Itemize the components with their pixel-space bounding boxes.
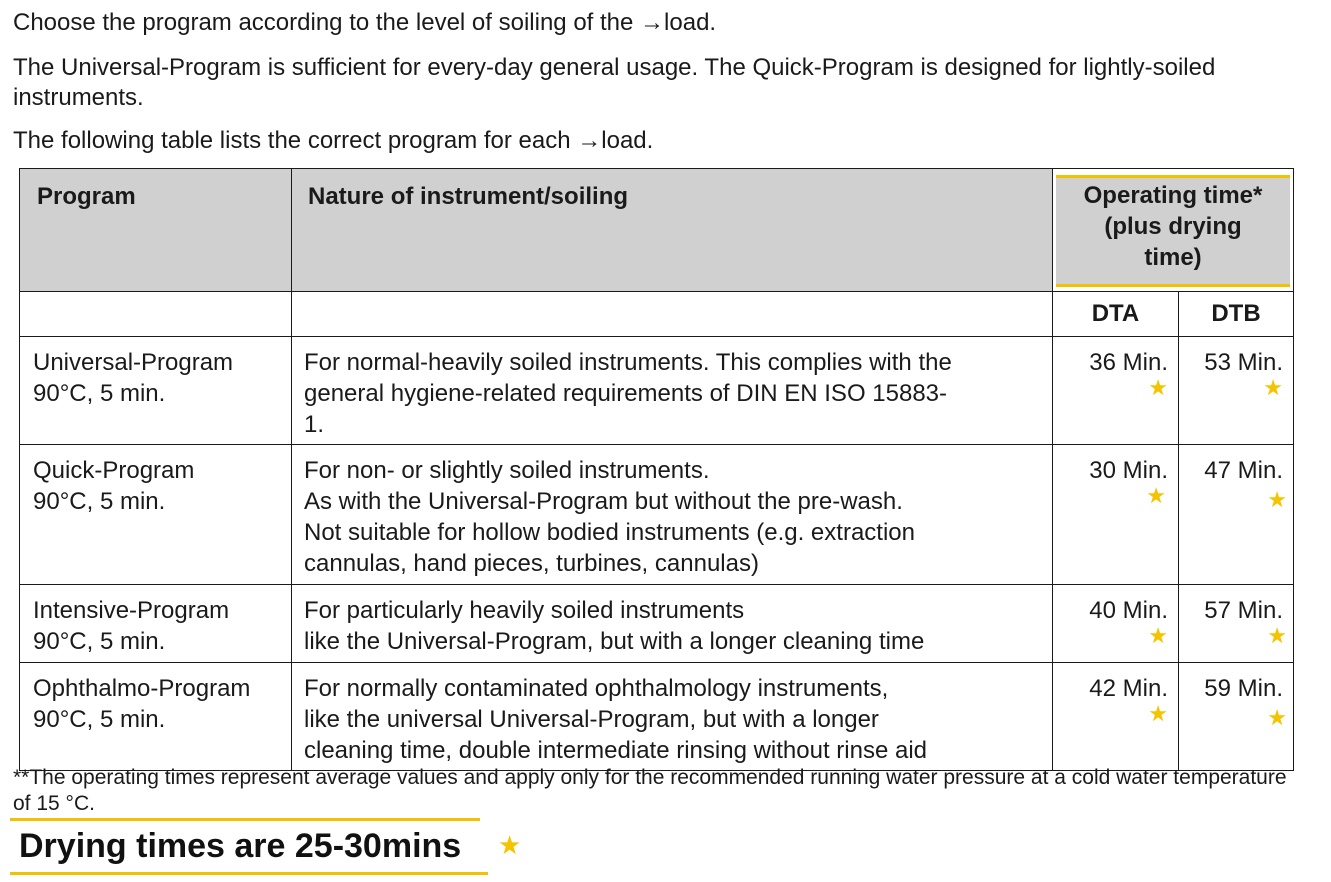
program-table (19, 168, 1294, 771)
header-optime-line-2: (plus drying (1104, 213, 1242, 240)
drying-times-text: Drying times are 25-30mins (19, 827, 462, 865)
nature-cell (292, 663, 1053, 771)
header-dta: DTA (1053, 292, 1179, 337)
program-cell (20, 585, 292, 663)
star-icon: ★ (1267, 705, 1287, 730)
program-spec: 90°C, 5 min. (33, 706, 166, 733)
nature-line: cannulas, hand pieces, turbines, cannulas) (304, 550, 759, 577)
star-icon: ★ (1146, 483, 1166, 508)
star-icon: ★ (1148, 375, 1168, 400)
nature-cell (292, 337, 1053, 445)
dta-value: 42 Min. (1089, 675, 1168, 702)
star-icon: ★ (1267, 487, 1287, 512)
footnote: **The operating times represent average values and apply only for the recommended running water pressure at a cold water temperature of 15 °C. (13, 766, 1287, 815)
intro-line-1: Choose the program according to the level of soiling of the →load. (13, 9, 717, 36)
dtb-value: 53 Min. (1204, 349, 1283, 376)
dta-value: 36 Min. (1089, 349, 1168, 376)
nature-line: As with the Universal-Program but without the pre-wash. (304, 488, 903, 515)
program-spec: 90°C, 5 min. (33, 488, 166, 515)
table-row (20, 337, 1294, 445)
highlight-line-top (10, 818, 480, 821)
nature-line: like the Universal-Program, but with a longer cleaning time (304, 628, 925, 655)
star-icon: ★ (1148, 623, 1168, 648)
nature-line: 1. (304, 411, 325, 438)
table-header-row (20, 169, 1294, 292)
program-cell (20, 337, 292, 445)
star-icon: ★ (1263, 375, 1283, 400)
operating-time-highlight (1056, 175, 1290, 287)
nature-line: cleaning time, double intermediate rinsing without rinse aid (304, 737, 928, 764)
dta-cell (1053, 585, 1179, 663)
subheader-empty-nature (292, 292, 1053, 337)
program-cell (20, 445, 292, 585)
program-name: Quick-Program (33, 457, 195, 484)
nature-line: general hygiene-related requirements of DIN EN ISO 15883- (304, 380, 948, 407)
header-dtb: DTB (1179, 292, 1294, 337)
nature-line: like the universal Universal-Program, but with a longer (304, 706, 879, 733)
program-name: Ophthalmo-Program (33, 675, 251, 702)
program-cell (20, 663, 292, 771)
dtb-cell (1179, 585, 1294, 663)
program-name: Intensive-Program (33, 597, 230, 624)
program-name: Universal-Program (33, 349, 234, 376)
subheader-empty-program (20, 292, 292, 337)
intro-line-2: The Universal-Program is sufficient for every-day general usage. The Quick-Program is designed for lightly-soiled instruments. (13, 54, 1216, 111)
dta-value: 40 Min. (1089, 597, 1168, 624)
table-row (20, 663, 1294, 771)
nature-line: For particularly heavily soiled instruments (304, 597, 745, 624)
nature-line: For normal-heavily soiled instruments. This complies with the (304, 349, 952, 376)
header-optime-line-1: Operating time* (1083, 182, 1263, 209)
star-icon: ★ (1148, 701, 1168, 726)
dtb-value: 47 Min. (1204, 457, 1283, 484)
nature-line: Not suitable for hollow bodied instruments (e.g. extraction (304, 519, 915, 546)
table-row (20, 445, 1294, 585)
header-operating-time (1053, 169, 1294, 292)
dtb-cell (1179, 337, 1294, 445)
dtb-value: 59 Min. (1204, 675, 1283, 702)
dta-cell (1053, 445, 1179, 585)
dta-value: 30 Min. (1089, 457, 1168, 484)
dta-cell (1053, 337, 1179, 445)
table-subheader-row (20, 292, 1294, 337)
table-row (20, 585, 1294, 663)
program-spec: 90°C, 5 min. (33, 380, 166, 407)
nature-line: For normally contaminated ophthalmology instruments, (304, 675, 889, 702)
header-nature: Nature of instrument/soiling (292, 169, 1053, 292)
star-icon: ★ (498, 830, 522, 860)
nature-line: For non- or slightly soiled instruments. (304, 457, 710, 484)
highlight-line-bottom (10, 872, 488, 875)
dta-cell (1053, 663, 1179, 771)
nature-cell (292, 585, 1053, 663)
intro-line-3: The following table lists the correct program for each →load. (13, 127, 654, 154)
program-spec: 90°C, 5 min. (33, 628, 166, 655)
header-optime-line-3: time) (1144, 244, 1202, 271)
header-program: Program (20, 169, 292, 292)
dtb-cell (1179, 663, 1294, 771)
dtb-cell (1179, 445, 1294, 585)
star-icon: ★ (1267, 623, 1287, 648)
drying-annotation (10, 818, 488, 876)
nature-cell (292, 445, 1053, 585)
dtb-value: 57 Min. (1204, 597, 1283, 624)
